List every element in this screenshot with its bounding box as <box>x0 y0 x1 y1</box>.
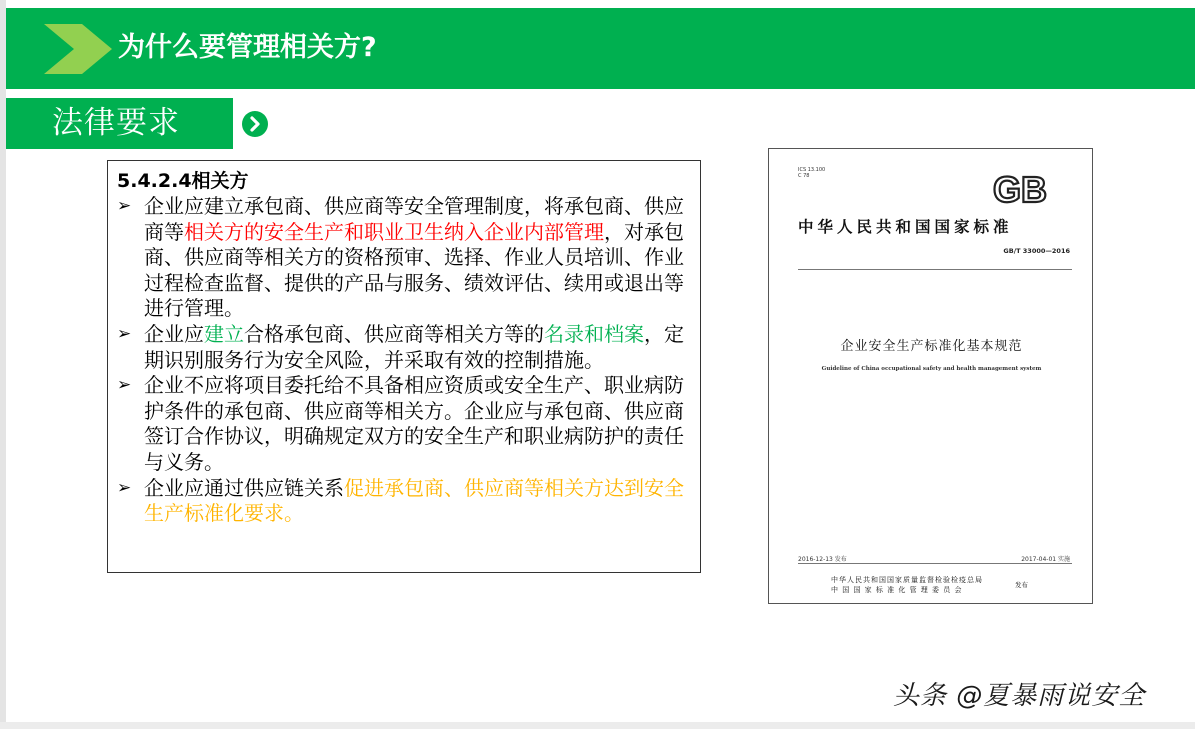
arrowhead-bullet-icon: ➢ <box>117 477 132 498</box>
section-tab <box>6 98 233 149</box>
gb-publish-date: 2016-12-13 发布 <box>798 556 847 563</box>
clause-item-highlight-green: 名录和档案 <box>544 321 644 346</box>
gb-issuer-line: 中 国 国 家 标 准 化 管 理 委 员 会 <box>831 586 963 594</box>
clause-item-highlight-amber: 促进承包商、供应商等相关方达到安全生产标准化要求。 <box>144 475 684 526</box>
gb-standard-number: GB/T 33000—2016 <box>1003 247 1070 255</box>
clause-item-text: ，对承包商、供应商等相关方的资格预审、选择、作业人员培训、作业过程检查监督、提供的产品与服务、绩效评估、续用或退出等进行管理。 <box>144 219 684 321</box>
circle-arrow-right-icon[interactable] <box>242 111 268 137</box>
chevron-right-icon <box>44 24 112 74</box>
clause-item-text: 企业应通过供应链关系 <box>144 475 344 500</box>
gb-logo <box>987 171 1053 207</box>
page-title: 为什么要管理相关方? <box>118 32 377 63</box>
title-bar <box>6 8 1195 89</box>
svg-text:GB: GB <box>993 171 1047 207</box>
clause-list <box>117 194 693 527</box>
clause-item <box>117 322 693 373</box>
gb-issuer <box>831 575 983 595</box>
clause-item <box>117 373 693 475</box>
clause-item-text: 企业应 <box>144 321 204 346</box>
gb-issue-label: 发布 <box>1015 581 1028 589</box>
gb-implement-date: 2017-04-01 实施 <box>1021 556 1070 563</box>
arrowhead-bullet-icon: ➢ <box>117 375 132 396</box>
section-tab-label: 法律要求 <box>52 105 180 141</box>
gb-issuer-line: 中华人民共和国国家质量监督检验检疫总局 <box>831 576 983 584</box>
watermark: 头条 @夏暴雨说安全 <box>893 681 1146 711</box>
clause-heading: 5.4.2.4相关方 <box>117 170 249 192</box>
gb-divider <box>798 563 1072 564</box>
bottom-edge-rule <box>0 722 1195 729</box>
gb-divider <box>798 269 1072 270</box>
arrowhead-bullet-icon: ➢ <box>117 323 132 344</box>
clause-item-highlight-red: 相关方的安全生产和职业卫生纳入企业内部管理 <box>184 219 604 244</box>
gb-ics-code <box>798 167 825 179</box>
gb-title-zh: 企业安全生产标准化基本规范 <box>840 339 1023 354</box>
gb-standard-cover <box>768 148 1093 604</box>
clause-item <box>117 194 693 322</box>
gb-ics-line: C 78 <box>798 173 810 179</box>
clause-item-text: 合格承包商、供应商等相关方等的 <box>244 321 544 346</box>
gb-title-en: Guideline of China occupational safety and health management system <box>821 366 1042 372</box>
clause-item-text: 企业不应将项目委托给不具备相应资质或安全生产、职业病防护条件的承包商、供应商等相关方。企业应与承包商、供应商签订合作协议，明确规定双方的安全生产和职业病防护的责任与义务。 <box>144 373 684 474</box>
clause-item <box>117 476 693 527</box>
gb-ics-line: ICS 13.100 <box>798 167 826 173</box>
clause-text-box <box>107 160 701 573</box>
gb-national-standard-label: 中华人民共和国国家标准 <box>798 218 1013 236</box>
clause-item-text: 企业应建立承包商、供应商等安全管理制度，将承包商、供应商等 <box>144 194 684 244</box>
clause-item-text: ，定期识别服务行为安全风险，并采取有效的控制措施。 <box>144 321 684 372</box>
clause-item-highlight-green: 建立 <box>204 321 244 346</box>
arrowhead-bullet-icon: ➢ <box>117 196 132 216</box>
